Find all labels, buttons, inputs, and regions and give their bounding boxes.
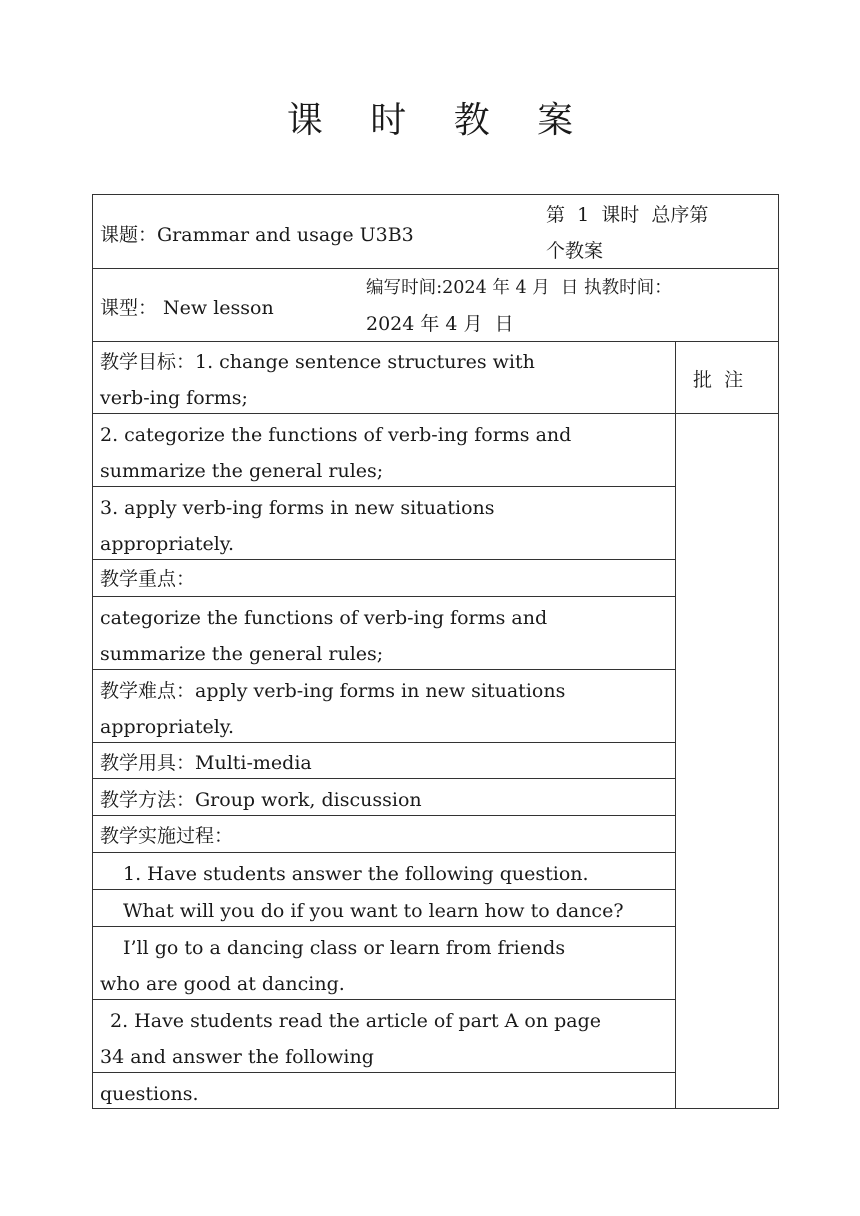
difficulties-line: 教学难点：apply verb-ing forms in new situations <box>100 680 566 702</box>
objectives-line: 教学目标：1. change sentence structures with <box>100 351 535 373</box>
objective-3-line: appropriately. <box>100 533 235 555</box>
difficulties-line: appropriately. <box>100 716 235 738</box>
column-divider <box>675 341 676 1109</box>
objective-2-line: summarize the general rules; <box>100 460 384 482</box>
methods-text: 教学方法：Group work, discussion <box>100 789 422 811</box>
process-answer: I’ll go to a dancing class or learn from friends <box>123 937 566 959</box>
process-step-2: questions. <box>100 1083 199 1105</box>
objectives-line: verb-ing forms; <box>100 387 248 409</box>
tools-text: 教学用具：Multi-media <box>100 752 312 774</box>
row-divider <box>92 268 779 269</box>
process-answer: who are good at dancing. <box>100 973 345 995</box>
process-question: What will you do if you want to learn how to dance? <box>123 900 624 922</box>
key-points-line: summarize the general rules; <box>100 643 384 665</box>
period-text-2: 个教案 <box>546 240 604 262</box>
process-step-1: 1. Have students answer the following question. <box>123 863 589 885</box>
process-step-2: 2. Have students read the article of part A on page <box>110 1010 602 1032</box>
written-time-text: 编写时间:2024 年 4 月 日 执教时间： <box>366 278 672 298</box>
key-points-line: categorize the functions of verb-ing forms and <box>100 607 548 629</box>
key-points-label: 教学重点： <box>100 568 196 590</box>
process-label: 教学实施过程： <box>100 825 234 847</box>
lesson-type-text: 课型： New lesson <box>100 297 274 319</box>
topic-text: 课题：Grammar and usage U3B3 <box>100 224 414 246</box>
page-title: 课 时 教 案 <box>286 100 592 141</box>
period-text: 第 1 课时 总序第 <box>546 204 709 226</box>
objective-3-line: 3. apply verb-ing forms in new situations <box>100 497 495 519</box>
notes-label: 批 注 <box>693 369 744 391</box>
process-step-2: 34 and answer the following <box>100 1046 374 1068</box>
objective-2-line: 2. categorize the functions of verb-ing forms and <box>100 424 572 446</box>
written-time-text-2: 2024 年 4 月 日 <box>366 313 514 335</box>
